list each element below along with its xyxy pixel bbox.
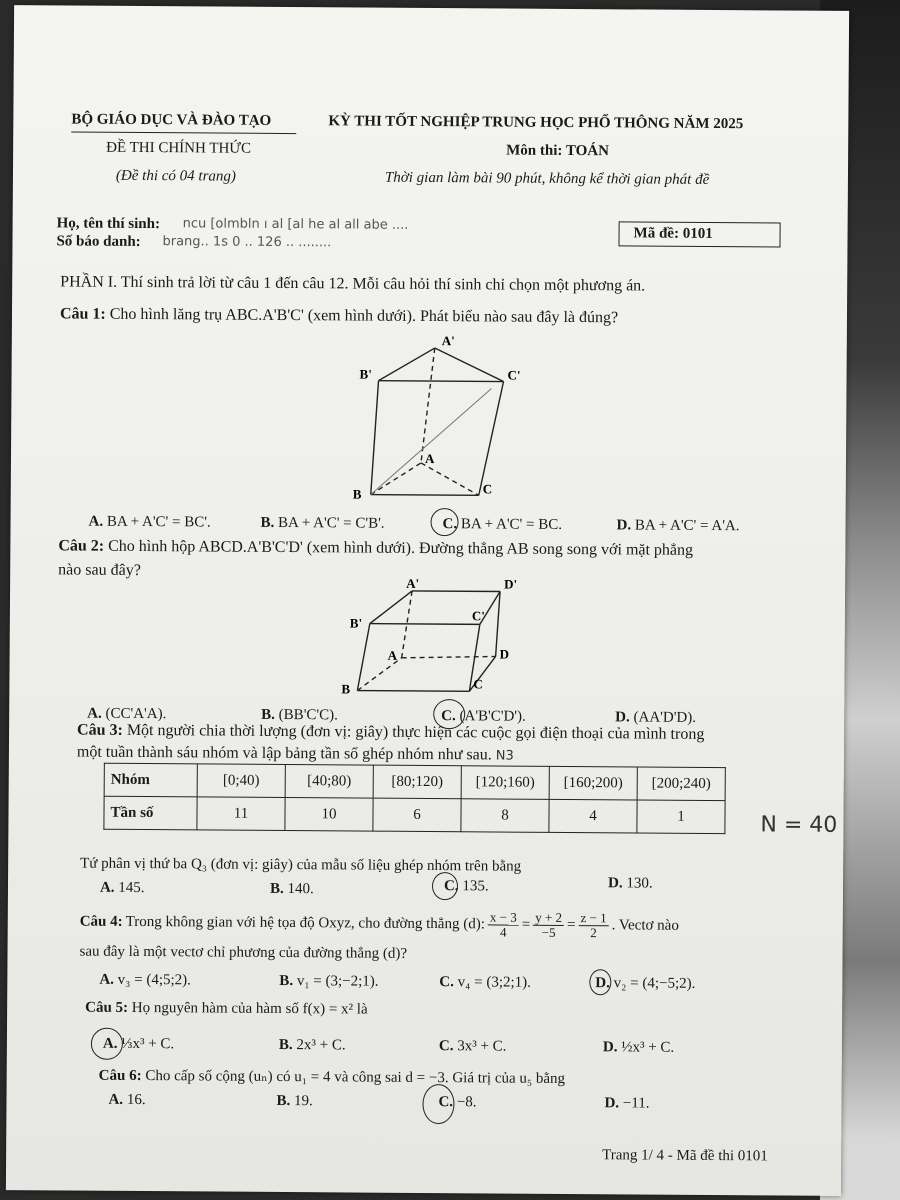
edge-b-c: [371, 495, 479, 496]
candidate-name-label: Họ, tên thí sinh:: [56, 215, 161, 233]
option-key: A.: [99, 879, 115, 896]
table-cell: [200;240): [637, 767, 725, 801]
handwritten-n-total: N = 40: [760, 812, 838, 838]
edge-b1-c1: [370, 624, 480, 625]
option-key: C.: [443, 878, 459, 895]
edge-b1-b: [371, 381, 379, 495]
edge-b-a: [371, 463, 421, 495]
candidate-id-value: brang.. 1s 0 .. 126 .. ........: [162, 234, 332, 251]
table-row: [104, 763, 725, 800]
edge-b-c: [357, 691, 469, 692]
table-cell: [0;40): [197, 764, 285, 798]
edge-c1-c: [479, 381, 504, 495]
q5-text-line: [85, 1000, 368, 1019]
edge-b1-b: [357, 624, 369, 691]
frequency-table: [103, 763, 725, 834]
label-c: C: [473, 676, 483, 692]
q1-text-line: [60, 305, 618, 327]
option-text: −8.: [456, 1094, 477, 1111]
q5-label: Câu 5:: [85, 999, 129, 1016]
label-b1: B': [359, 366, 372, 382]
answer-circle-mark: [91, 1028, 123, 1060]
q4-option-c[interactable]: [439, 974, 531, 992]
option-text: (A'B'C'D').: [459, 708, 526, 725]
q2-label: Câu 2:: [58, 537, 105, 555]
fraction-x: [488, 910, 519, 939]
q4-option-a[interactable]: [99, 972, 191, 990]
q3-text2: một tuần thành sáu nhóm và lập bảng tần số ghép nhóm như sau.: [76, 743, 492, 764]
ministry-underline: [71, 132, 296, 135]
q2-box-figure: [331, 575, 532, 701]
option-text: ⅓x³ + C.: [121, 1035, 175, 1053]
fraction-y: [533, 911, 564, 940]
q2-text-line: [58, 537, 693, 559]
option-text: BA + A'C' = C'B'.: [277, 514, 385, 532]
q3-option-a[interactable]: [100, 880, 145, 897]
table-cell: [120;160): [461, 766, 549, 800]
option-text: ½x³ + C.: [621, 1039, 675, 1056]
fraction-num: x − 3: [488, 910, 519, 925]
option-text: v₄ = (3;2;1).: [457, 974, 531, 991]
candidate-name-value: ncu [olmbln ı al [al he al all abe ....: [182, 216, 409, 233]
ministry-title: BỘ GIÁO DỤC VÀ ĐÀO TẠO: [71, 111, 272, 129]
label-b1: B': [349, 615, 363, 631]
edge-b1-a1: [379, 348, 435, 381]
q4-text-line: Câu 4: Trong không gian với hệ tọa độ Oxyz, cho đường thẳng (d): $\frac{x - 3}{4}$ = $\frac{y + 2}{-5}$ = $\frac{z - 1}{2}$ . Vectơ nào: [79, 909, 679, 941]
q1-prism-figure: [331, 332, 522, 508]
q2-text-line2: nào sau đây?: [58, 561, 141, 579]
q2-option-a[interactable]: [87, 706, 166, 724]
label-a: A: [387, 647, 398, 663]
table-row-head: Tần số: [104, 796, 197, 830]
label-d: D: [499, 646, 510, 662]
exam-paper: [6, 5, 849, 1196]
q4-text-end: . Vectơ nào: [611, 917, 679, 934]
table-row-head: Nhóm: [104, 763, 197, 797]
option-key: A.: [108, 1091, 124, 1108]
q1-text: Cho hình lăng trụ ABC.A'B'C' (xem hình dưới). Phát biểu nào sau đây là đúng?: [109, 305, 619, 327]
fraction-num: y + 2: [533, 911, 564, 926]
q2-text: Cho hình hộp ABCD.A'B'C'D' (xem hình dưới). Đường thẳng AB song song với mặt phẳng: [108, 537, 694, 559]
q2-option-b[interactable]: [261, 707, 338, 725]
option-text: 130.: [626, 875, 653, 892]
option-key: D.: [595, 975, 610, 992]
option-key: D.: [616, 517, 632, 534]
q6-option-b[interactable]: [276, 1093, 312, 1110]
edge-b1-a1: [370, 591, 412, 624]
time-note: Thời gian làm bài 90 phút, không kể thời gian phát đề: [384, 169, 710, 188]
option-text: BA + A'C' = A'A.: [634, 517, 740, 535]
option-text: BA + A'C' = BC'.: [106, 513, 211, 531]
option-key: A.: [88, 513, 104, 530]
q3-text-line: [77, 722, 704, 744]
part1-instruction: PHẦN I. Thí sinh trả lời từ câu 1 đến câu 12. Mỗi câu hỏi thí sinh chỉ chọn một phương án.: [60, 273, 646, 295]
label-b: B: [352, 486, 362, 502]
answer-circle-mark: [422, 1084, 454, 1124]
label-c1: C': [507, 367, 521, 383]
q1-option-a[interactable]: [88, 514, 210, 532]
edge-a1-d1: [412, 591, 500, 592]
answer-circle-mark: [430, 508, 458, 536]
edge-a-d: [402, 656, 496, 659]
option-key: B.: [278, 1036, 293, 1054]
option-text: 19.: [293, 1093, 313, 1110]
q1-label: Câu 1:: [59, 305, 106, 323]
q5-text: Họ nguyên hàm của hàm số f(x) = x² là: [131, 999, 368, 1018]
edge-a1-a: [421, 348, 435, 463]
q4-text: Trong không gian với hệ tọa độ Oxyz, cho đường thẳng (d):: [125, 913, 485, 933]
option-key: B.: [279, 972, 294, 990]
option-key: D.: [604, 1095, 620, 1112]
answer-circle-mark: [589, 969, 611, 995]
pages-note: (Đề thi có 04 trang): [115, 167, 236, 185]
table-cell: [40;80): [285, 765, 373, 799]
option-key: B.: [276, 1092, 291, 1110]
option-text: 3x³ + C.: [457, 1038, 507, 1055]
fraction-den: 2: [590, 925, 597, 941]
option-key: C.: [439, 974, 454, 991]
q3-label: Câu 3:: [77, 721, 123, 739]
table-cell: [160;200): [549, 766, 637, 800]
q6-label: Câu 6:: [98, 1067, 142, 1085]
label-c: C: [482, 481, 493, 497]
option-key: B.: [261, 706, 276, 723]
option-text: 16.: [126, 1091, 146, 1109]
q3-option-d[interactable]: [608, 875, 653, 892]
option-key: C.: [438, 1094, 454, 1111]
answer-circle-mark: [432, 872, 458, 900]
table-cell: 11: [197, 797, 285, 831]
fraction-z: [578, 911, 608, 940]
option-key: C.: [441, 708, 456, 725]
option-key: D.: [602, 1039, 618, 1056]
q3-text-line2: [77, 744, 514, 765]
label-c1: C': [471, 608, 485, 624]
q6-text-line: [99, 1066, 566, 1088]
option-text: (CC'A'A).: [105, 705, 167, 723]
option-text: 135.: [462, 878, 489, 895]
label-a1: A': [441, 333, 455, 349]
fraction-den: −5: [541, 924, 556, 940]
option-key: B.: [269, 880, 284, 898]
q1-option-b[interactable]: [260, 515, 384, 533]
table-cell: 1: [637, 800, 725, 834]
exam-code-box: Mã đề: 0101: [618, 221, 780, 247]
q2-option-d[interactable]: [615, 709, 696, 727]
q3-text: Một người chia thời lượng (đơn vị: giây) thực hiện các cuộc gọi điện thoại của mình trong: [126, 721, 705, 743]
label-a: A: [424, 450, 435, 467]
q4-text-line2: sau đây là một vectơ chỉ phương của đường thẳng (d)?: [79, 943, 408, 962]
option-key: D.: [607, 875, 623, 892]
table-cell: [80;120): [373, 765, 461, 799]
option-text: 145.: [118, 879, 145, 897]
table-cell: 6: [373, 798, 461, 832]
exam-title: KỲ THI TỐT NGHIỆP TRUNG HỌC PHỔ THÔNG NĂM 2025: [328, 113, 744, 133]
option-text: v₂ = (4;−5;2).: [613, 975, 696, 992]
option-text: BA + A'C' = BC.: [460, 516, 563, 533]
table-cell: 8: [461, 799, 549, 833]
fraction-den: 4: [499, 924, 507, 940]
option-key: A.: [87, 705, 102, 722]
option-text: 2x³ + C.: [296, 1037, 346, 1054]
q4-label: Câu 4:: [79, 913, 123, 930]
option-text: 140.: [287, 881, 314, 898]
q6-option-d[interactable]: [604, 1095, 649, 1112]
pen-mark-line: [371, 388, 492, 496]
table-cell: 4: [549, 799, 637, 833]
option-key: A.: [99, 971, 114, 988]
label-d1: D': [504, 576, 518, 592]
label-a1: A': [406, 575, 420, 591]
official-label: ĐỀ THI CHÍNH THỨC: [106, 139, 252, 157]
edge-a-c: [421, 463, 479, 495]
q6-option-a[interactable]: [108, 1092, 145, 1109]
edge-a1-c1: [435, 348, 504, 381]
option-text: −11.: [622, 1095, 650, 1112]
edge-b1-c1: [379, 381, 504, 382]
handwritten-note: N3: [495, 748, 514, 764]
q5-option-c[interactable]: [439, 1038, 507, 1055]
option-key: C.: [438, 1038, 454, 1055]
q1-option-d[interactable]: [616, 517, 739, 535]
q5-option-b[interactable]: [279, 1037, 346, 1054]
option-key: A.: [102, 1035, 118, 1052]
option-text: v₃ = (4;5;2).: [117, 971, 192, 989]
option-key: C.: [442, 516, 458, 533]
fraction-num: z − 1: [579, 911, 609, 926]
table-cell: 10: [285, 798, 373, 832]
subject-label: Môn thi: TOÁN: [506, 142, 609, 160]
page-footer: Trang 1/ 4 - Mã đề thi 0101: [602, 1147, 768, 1165]
label-b: B: [341, 681, 351, 697]
q4-option-b[interactable]: [279, 973, 378, 991]
option-text: (BB'C'C).: [278, 706, 338, 724]
q6-text: Cho cấp số cộng (uₙ) có u₁ = 4 và công sai d = −3. Giá trị của u₅ bằng: [145, 1068, 566, 1087]
option-text: (AA'D'D).: [633, 709, 697, 726]
option-text: v₁ = (3;−2;1).: [296, 973, 379, 990]
q3-option-b[interactable]: [270, 881, 314, 898]
option-key: B.: [260, 514, 275, 531]
q1-option-c[interactable]: [442, 516, 562, 534]
q5-option-d[interactable]: [603, 1039, 674, 1056]
q3-question: Tứ phân vị thứ ba Q₃ (đơn vị: giây) của mẫu số liệu ghép nhóm trên bằng: [80, 855, 522, 875]
table-row: [104, 796, 725, 833]
candidate-id-label: Số báo danh:: [56, 233, 141, 250]
option-key: D.: [615, 709, 630, 726]
